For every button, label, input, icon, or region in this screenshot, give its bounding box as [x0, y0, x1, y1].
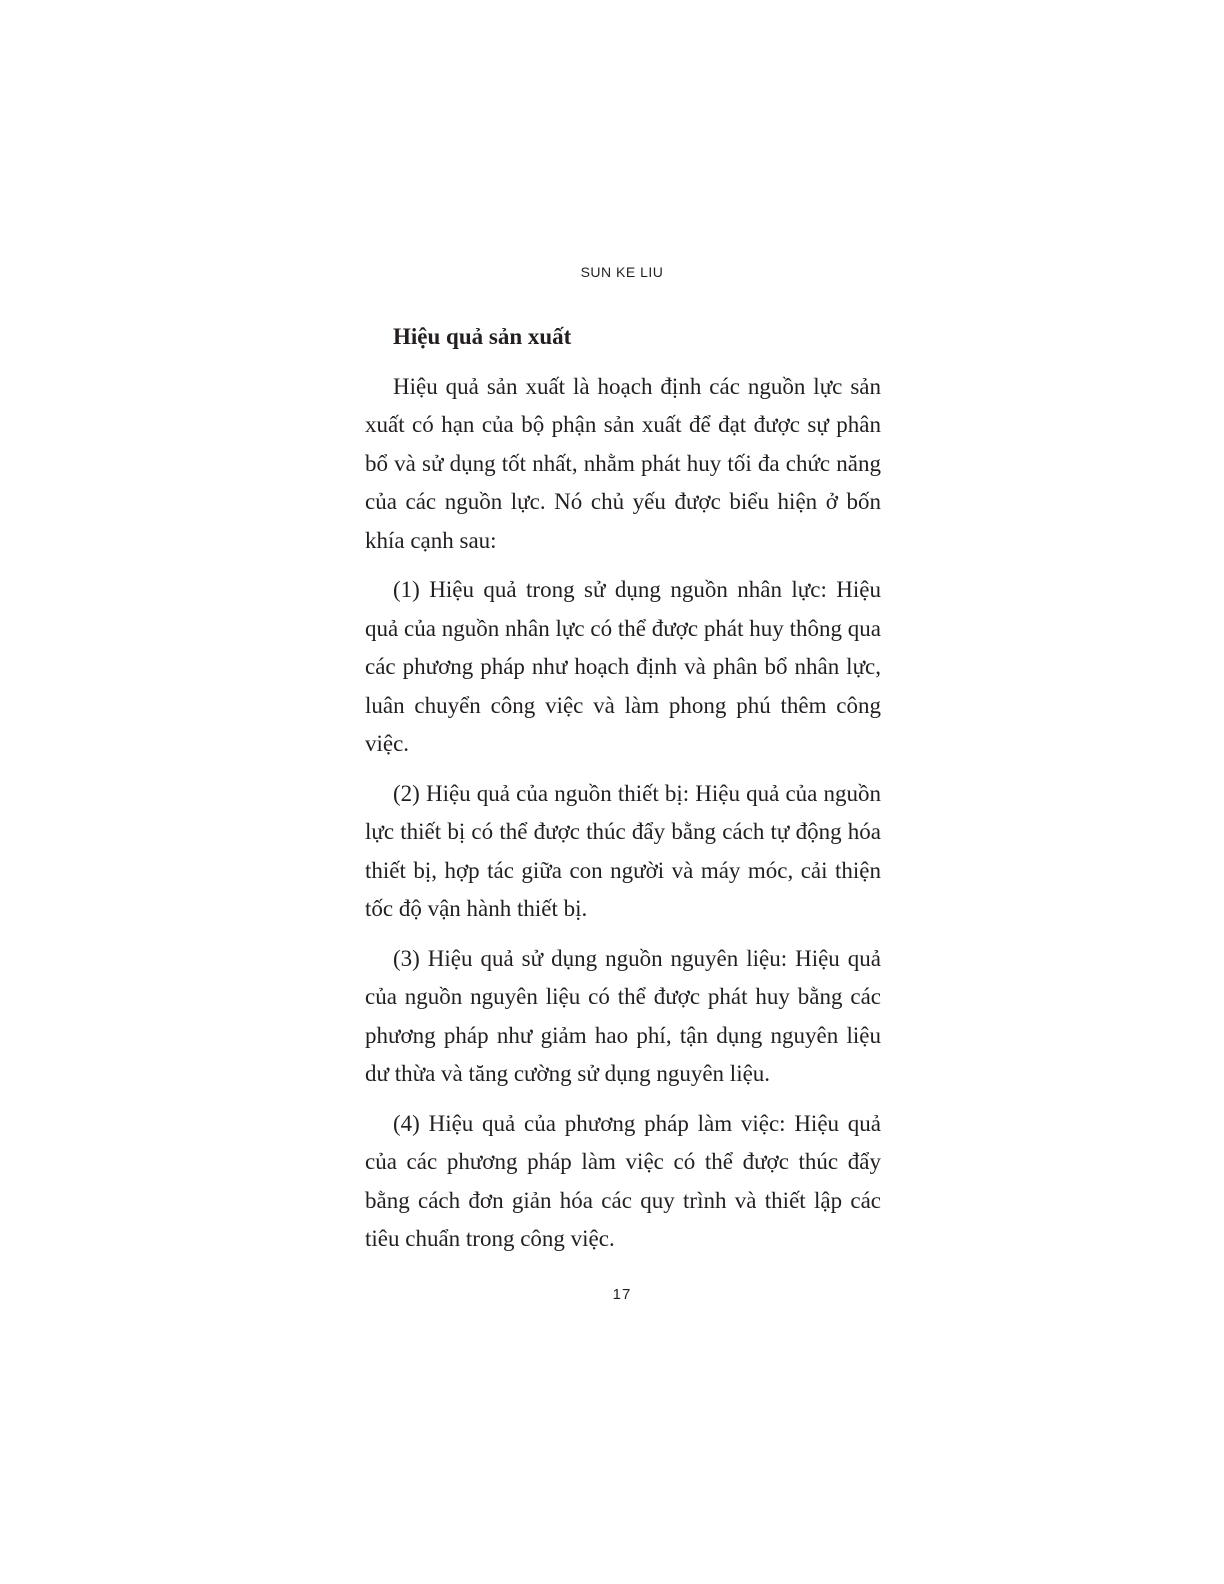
paragraph-work-methods: (4) Hiệu quả của phương pháp làm việc: Hiệu quả của các phương pháp làm việc có thể được thúc đẩy bằng cách đơn giản hóa các quy trình và thiết lập các tiêu chuẩn trong công việc.: [365, 1110, 881, 1251]
paragraph-human-resources: (1) Hiệu quả trong sử dụng nguồn nhân lực: Hiệu quả của nguồn nhân lực có thể được phát huy thông qua các phương pháp như hoạch định và phân bổ nhân lực, luân chuyển công việc và làm phong phú thêm công việc.: [365, 577, 881, 756]
body-text: [365, 318, 881, 1270]
page-number: 17: [612, 1286, 632, 1303]
intro-paragraph: Hiệu quả sản xuất là hoạch định các nguồn lực sản xuất có hạn của bộ phận sản xuất để đạt được sự phân bổ và sử dụng tốt nhất, nhằm phát huy tối đa chức năng của các nguồn lực. Nó chủ yếu được biểu hiện ở bốn khía cạnh sau:: [365, 373, 881, 553]
paragraph-equipment: (2) Hiệu quả của nguồn thiết bị: Hiệu quả của nguồn lực thiết bị có thể được thúc đẩy bằng cách tự động hóa thiết bị, hợp tác giữa con người và máy móc, cải thiện tốc độ vận hành thiết bị.: [365, 780, 881, 921]
running-head: SUN KE LIU: [580, 264, 664, 280]
paragraph-materials: (3) Hiệu quả sử dụng nguồn nguyên liệu: Hiệu quả của nguồn nguyên liệu có thể được phát huy bằng các phương pháp như giảm hao phí, tận dụng nguyên liệu dư thừa và tăng cường sử dụng nguyên liệu.: [365, 945, 881, 1086]
section-heading: Hiệu quả sản xuất: [393, 324, 572, 349]
